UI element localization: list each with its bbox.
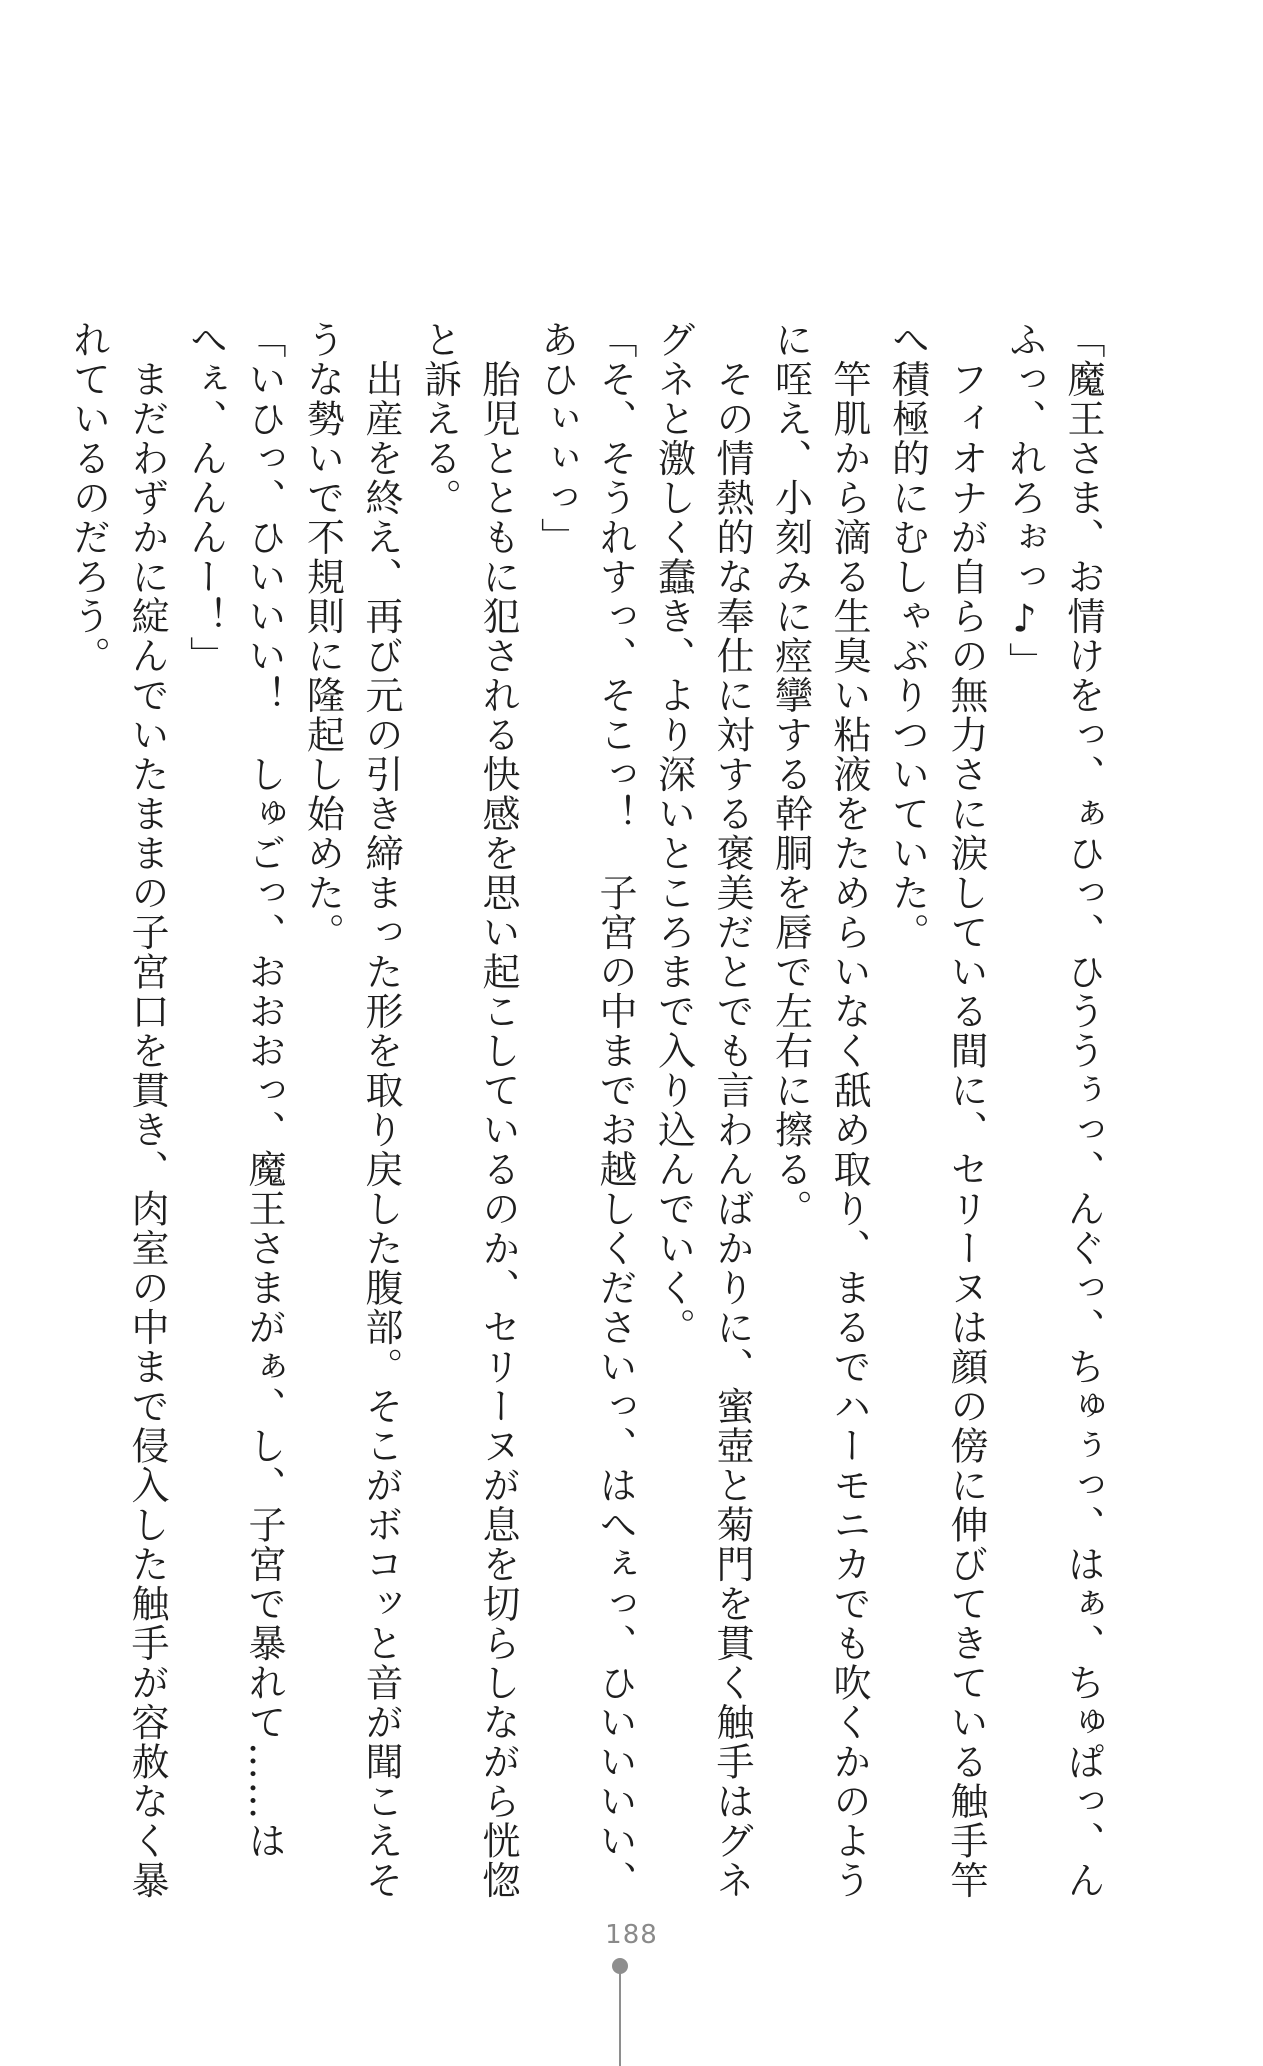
- text-line: 胎児とともに犯される快感を思い起こしているのか、セリーヌが息を切らしながら恍惚: [476, 320, 520, 1900]
- text-line: うな勢いで不規則に隆起し始めた。: [300, 320, 345, 952]
- text-line: 竿肌から滴る生臭い粘液をためらいなく舐め取り、まるでハーモニカでも吹くかのよう: [827, 320, 871, 1900]
- text-line: その情熱的な奉仕に対する褒美だとでも言わんばかりに、蜜壺と菊門を貫く触手はグネ: [710, 320, 754, 1900]
- page-number: 188: [605, 1920, 658, 1950]
- text-line: 「そ、そうれすっ、そこっ！ 子宮の中までお越しくださいっ、はへぇっ、ひいいいい、: [593, 320, 637, 1900]
- text-line: に咥え、小刻みに痙攣する幹胴を唇で左右に擦る。: [768, 320, 813, 1229]
- text-line: と訴える。: [417, 320, 462, 518]
- text-line: フィオナが自らの無力さに涙している間に、セリーヌは顔の傍に伸びてきている触手竿: [944, 320, 988, 1900]
- page-marker-icon: [610, 1958, 630, 2066]
- marker-line: [619, 1972, 621, 2066]
- text-line: へ積極的にむしゃぶりついていた。: [885, 320, 930, 952]
- text-line: 出産を終え、再び元の引き締まった形を取り戻した腹部。そこがボコッと音が聞こえそ: [359, 320, 403, 1900]
- text-line: グネと激しく蠢き、より深いところまで入り込んでいく。: [651, 320, 696, 1347]
- text-line: れているのだろう。: [66, 320, 111, 676]
- text-line: まだわずかに綻んでいたままの子宮口を貫き、肉室の中まで侵入した触手が容赦なく暴: [125, 320, 169, 1900]
- text-line: 「魔王さま、お情けをっ、ぁひっ、ひううぅっ、んぐっ、ちゅぅっ、はぁ、ちゅぱっ、ん: [1061, 320, 1105, 1900]
- text-line: 「いひっ、ひいいい！ しゅごっ、おおおっ、魔王さまがぁ、し、子宮で暴れて……は: [242, 320, 286, 1861]
- text-line: ふっ、れろぉっ♪」: [1002, 320, 1047, 682]
- text-line: あひぃぃっ」: [534, 320, 579, 557]
- text-line: へぇ、んんんー！」: [183, 320, 228, 676]
- vertical-text-body: [66, 320, 1112, 1900]
